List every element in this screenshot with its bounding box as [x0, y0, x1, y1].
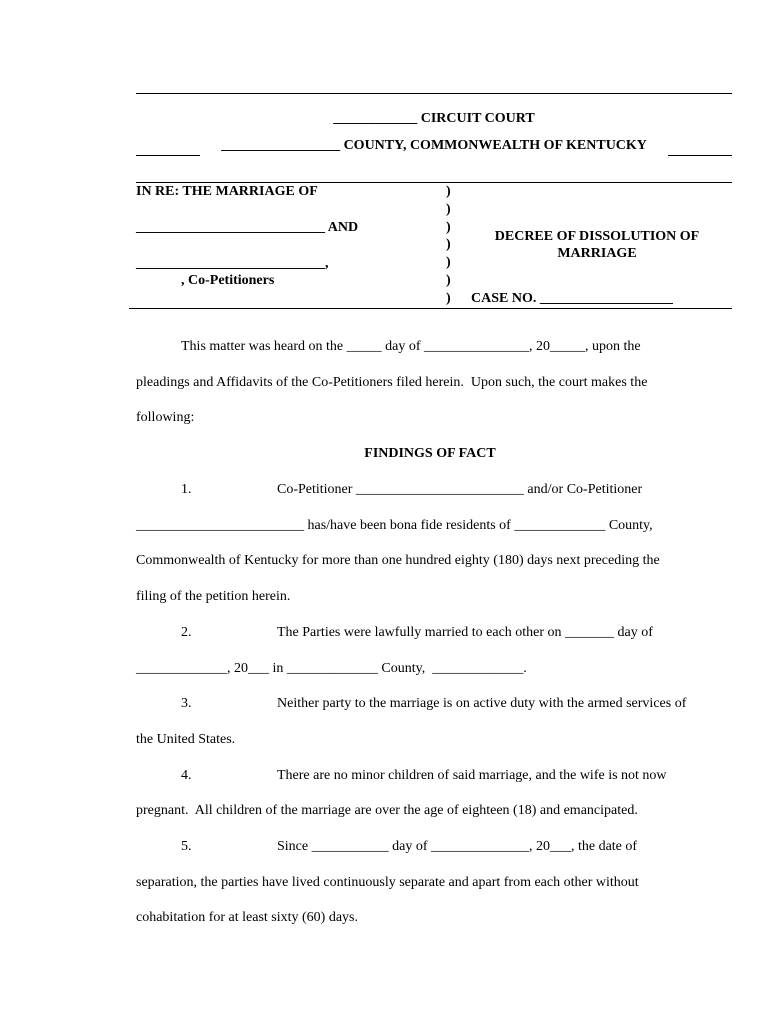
in-re-heading: IN RE: THE MARRIAGE OF [136, 184, 318, 199]
caption-paren: ) [446, 255, 451, 270]
caption-paren: ) [446, 273, 451, 288]
caption-paren: ) [446, 220, 451, 235]
county-line: _________________ COUNTY, COMMONWEALTH OF KENTUCKY [221, 138, 647, 153]
finding-text: There are no minor children of said marriage, and the wife is not now [277, 768, 667, 783]
finding-text: Since ___________ day of ______________, 20___, the date of [277, 839, 638, 854]
caption-top-rule [136, 182, 732, 183]
finding-number: 4. [181, 768, 192, 783]
decree-title-line1: DECREE OF DISSOLUTION OF [494, 229, 700, 244]
decree-title-line2: MARRIAGE [557, 246, 637, 261]
finding-text: cohabitation for at least sixty (60) days. [136, 910, 358, 925]
finding-text: separation, the parties have lived continuously separate and apart from each other without [136, 875, 639, 890]
finding-number: 1. [181, 482, 192, 497]
finding-text: the United States. [136, 732, 236, 747]
finding-text: _____________, 20___ in _____________ County, _____________. [136, 661, 527, 676]
finding-number: 3. [181, 696, 192, 711]
finding-text: ________________________ has/have been bona fide residents of _____________ County, [136, 518, 653, 533]
county-underline-right [668, 155, 732, 156]
intro-line-1: This matter was heard on the _____ day of _______________, 20_____, upon the [181, 339, 641, 354]
petitioner-and-line: ___________________________ AND [136, 220, 359, 235]
petitioner-comma-line: ___________________________, [136, 256, 329, 271]
finding-text: Neither party to the marriage is on active duty with the armed services of [277, 696, 687, 711]
caption-bottom-rule [129, 308, 732, 309]
finding-text: The Parties were lawfully married to each other on _______ day of [277, 625, 653, 640]
caption-paren: ) [446, 237, 451, 252]
finding-number: 2. [181, 625, 192, 640]
top-rule [136, 93, 732, 94]
circuit-court-line: ____________ CIRCUIT COURT [333, 111, 535, 126]
case-number: CASE NO. ___________________ [471, 291, 673, 306]
co-petitioners-label: , Co-Petitioners [181, 273, 275, 288]
intro-line-2: pleadings and Affidavits of the Co-Petitioners filed herein. Upon such, the court makes the [136, 375, 648, 390]
caption-paren: ) [446, 291, 451, 306]
findings-heading: FINDINGS OF FACT [364, 446, 496, 461]
county-underline-left [136, 155, 200, 156]
finding-text: Commonwealth of Kentucky for more than one hundred eighty (180) days next preceding the [136, 553, 660, 568]
finding-number: 5. [181, 839, 192, 854]
caption-paren: ) [446, 202, 451, 217]
caption-paren: ) [446, 184, 451, 199]
finding-text: Co-Petitioner ________________________ and/or Co-Petitioner [277, 482, 643, 497]
finding-text: pregnant. All children of the marriage are over the age of eighteen (18) and emancipated. [136, 803, 638, 818]
intro-line-3: following: [136, 410, 195, 425]
finding-text: filing of the petition herein. [136, 589, 291, 604]
